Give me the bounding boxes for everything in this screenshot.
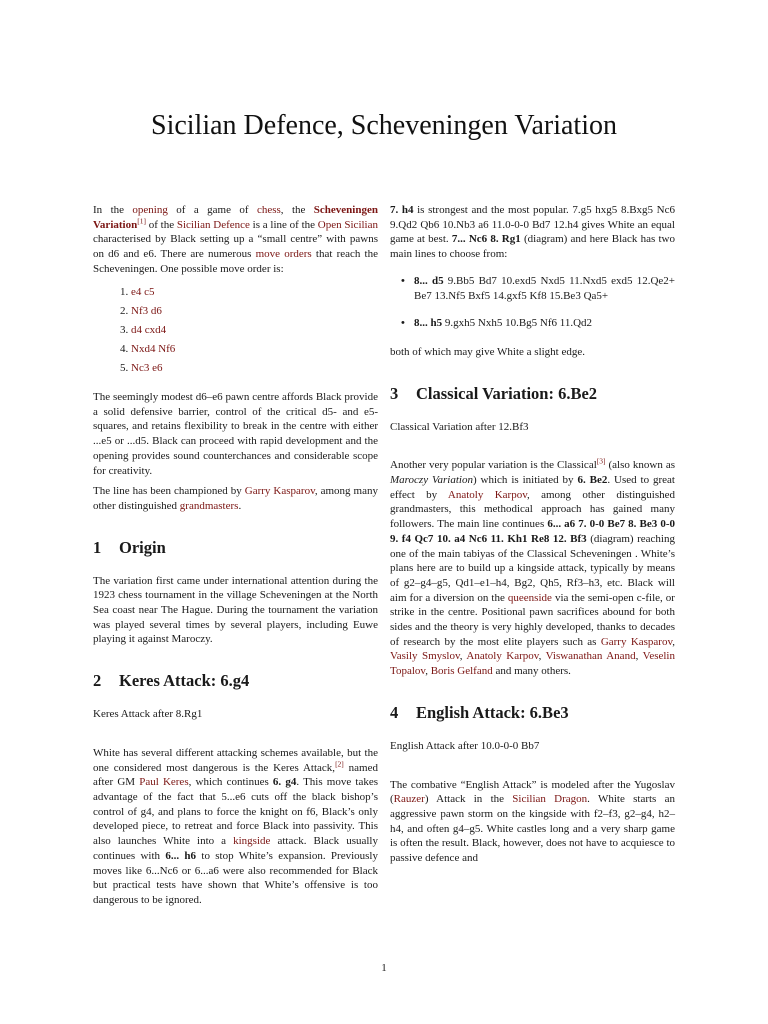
left-column bbox=[93, 203, 378, 914]
link-grandmasters[interactable]: grandmasters bbox=[179, 499, 239, 512]
section-heading-english: 4 English Attack: 6.Be3 bbox=[390, 702, 569, 722]
link-karpov[interactable]: Anatoly Karpov bbox=[447, 488, 527, 501]
link-smyslov[interactable]: Vasily Smyslov bbox=[390, 650, 460, 663]
keres-paragraph: White has several different attacking schemes available, but the one considered most dangerous is the Keres Attack,[2] named after GM Paul Keres, which continues 6. g4. This move takes advantage of the fact that 5...e6 cuts off the black bishop’s control of g4, and plans to force the knight on f6, Black’s only developed piece, to retreat and force Black into passivity. This also launches White into a kingside attack. Black usually continues with 6... h6 to stop White’s expansion. Previously moves like 6...Nc6 or 6...a6 were also recommended for Black but practical tests have shown that White’s offensive is too dangerous to be ignored. bbox=[93, 746, 379, 906]
english-paragraph: The combative “English Attack” is modeled after the Yugoslav (Rauzer) Attack in the Sicilian Dragon. White starts an aggressive pawn storm on the kingside with f2–f3, g2–g4, h2–h4, and often g4–g5. White castles long and a very sharp game is often the result. Black, however, does not have to acquiesce to passive defence and bbox=[390, 778, 675, 865]
intro-paragraph: In the opening of a game of chess, the Scheveningen Variation[1] of the Sicilian Defence is a line of the Open Sicilian characterised by Black setting up a “small centre” with pawns on d6 and e6. There are numerous move orders that reach the Scheveningen. One possible move order is: bbox=[93, 204, 379, 275]
link-paul-keres[interactable]: Paul Keres bbox=[139, 776, 189, 789]
link-gelfand[interactable]: Boris Gelfand bbox=[430, 665, 493, 678]
classical-caption: Classical Variation after 12.Bf3 bbox=[390, 420, 529, 433]
bold-scheveningen: Scheveningen Variation bbox=[93, 204, 378, 231]
link-queenside[interactable]: queenside bbox=[507, 591, 552, 604]
ref-2[interactable]: [2] bbox=[335, 758, 344, 768]
link-kasparov[interactable]: Garry Kasparov bbox=[244, 485, 315, 498]
link-sicilian-defence[interactable]: Sicilian Defence bbox=[176, 218, 250, 231]
para-champion: The line has been championed by Garry Kasparov, among many other distinguished grandmasters. bbox=[93, 485, 378, 512]
list-item: • 8... h5 9.gxh5 Nxh5 10.Bg5 Nf6 11.Qd2 bbox=[401, 317, 593, 330]
ref-1[interactable]: [1] bbox=[137, 216, 146, 226]
page-number: 1 bbox=[381, 962, 387, 974]
ref-3[interactable]: [3] bbox=[596, 456, 606, 466]
link-kingside[interactable]: kingside bbox=[233, 835, 271, 848]
link-rauzer[interactable]: Rauzer bbox=[393, 793, 425, 806]
link-sicilian-dragon[interactable]: Sicilian Dragon bbox=[512, 793, 588, 806]
classical-paragraph: Another very popular variation is the Classical[3] (also known as Maroczy Variation) which is initiated by 6. Be2. Used to great effect by Anatoly Karpov, among other distinguished grandmasters, this methodical approach has gained many followers. The main line continues 6... a6 7. 0-0 Be7 8. Be3 0-0 9. f4 Qc7 10. a4 Nc6 11. Kh1 Re8 12. Bf3 (diagram) reaching one of the main tabiyas of the Classical Scheveningen . White’s plans here are to build up a kingside attack, typically by means of g2–g4–g5, Qd1–e1–h4, Bg2, Qh5, Rf3–h3, etc. Black will aim for a diversion on the queenside via the semi-open c-file, or strike in the centre. Positional pawn sacrifices abound for both sides and the theory is very highly developed, thanks to decades of research by the most elite players such as Garry Kasparov, Vasily Smyslov, Anatoly Karpov, Viswanathan Anand, Veselin Topalov, Boris Gelfand and many others. bbox=[390, 456, 676, 678]
keres-caption: Keres Attack after 8.Rg1 bbox=[93, 708, 203, 721]
link-anand[interactable]: Viswanathan Anand bbox=[545, 650, 636, 663]
section-heading-classical: 3 Classical Variation: 6.Be2 bbox=[390, 383, 598, 403]
origin-paragraph: The variation first came under international attention during the 1923 chess tournament in the village Scheveningen at the North Sea coast near The Hague. During the tournament the variation was played several times by several players, including Euwe playing it against Maroczy. bbox=[93, 574, 378, 646]
keres-paragraph-cont: 7. h4 is strongest and the most popular. 7.g5 hxg5 8.Bxg5 Nc6 9.Qd2 Qb6 10.Nb3 a6 11.0-0-0 Bd7 12.h4 gives White an equal game at best. 7... Nc6 8. Rg1 (diagram) and here Black has two main lines to choose from: bbox=[390, 204, 676, 261]
right-column bbox=[390, 203, 675, 872]
link-topalov[interactable]: Veselin Topalov bbox=[390, 650, 675, 678]
link-karpov-2[interactable]: Anatoly Karpov bbox=[466, 650, 539, 663]
keres-after: both of which may give White a slight edge. bbox=[390, 345, 586, 358]
list-item: • 8... d5 9.Bb5 Bd7 10.exd5 Nxd5 11.Nxd5 exd5 12.Qe2+ Be7 13.Nf5 Bxf5 14.gxf5 Kf8 15.Be3 Qa5+ bbox=[401, 274, 675, 302]
para-modest: The seemingly modest d6–e6 pawn centre affords Black provide a solid defensive barrier, control of the critical d5- and e5-squares, and retains flexibility to break in the centre with either ...e5 or ...d5. Black can proceed with rapid development and the opening provides sound counterchances and considerable scope for creativity. bbox=[93, 391, 378, 477]
move-item[interactable]: 5. Nc3 e6 bbox=[131, 361, 378, 376]
link-open-sicilian[interactable]: Open Sicilian bbox=[317, 218, 378, 231]
keres-lines-list bbox=[390, 274, 675, 331]
move-item[interactable]: 1. e4 c5 bbox=[131, 285, 378, 300]
move-list bbox=[93, 285, 378, 377]
section-heading-keres: 2 Keres Attack: 6.g4 bbox=[93, 671, 250, 691]
link-chess[interactable]: chess bbox=[256, 204, 281, 216]
english-caption: English Attack after 10.0-0-0 Bb7 bbox=[390, 739, 540, 752]
page-title: Sicilian Defence, Scheveningen Variation bbox=[151, 110, 617, 141]
section-heading-origin: 1 Origin bbox=[93, 537, 166, 557]
link-kasparov-2[interactable]: Garry Kasparov bbox=[600, 635, 673, 648]
link-move-orders[interactable]: move orders bbox=[255, 248, 312, 261]
move-item[interactable]: 3. d4 cxd4 bbox=[131, 323, 378, 338]
move-item[interactable]: 4. Nxd4 Nf6 bbox=[131, 342, 378, 357]
move-item[interactable]: 2. Nf3 d6 bbox=[131, 304, 378, 319]
link-opening[interactable]: opening bbox=[132, 204, 168, 216]
